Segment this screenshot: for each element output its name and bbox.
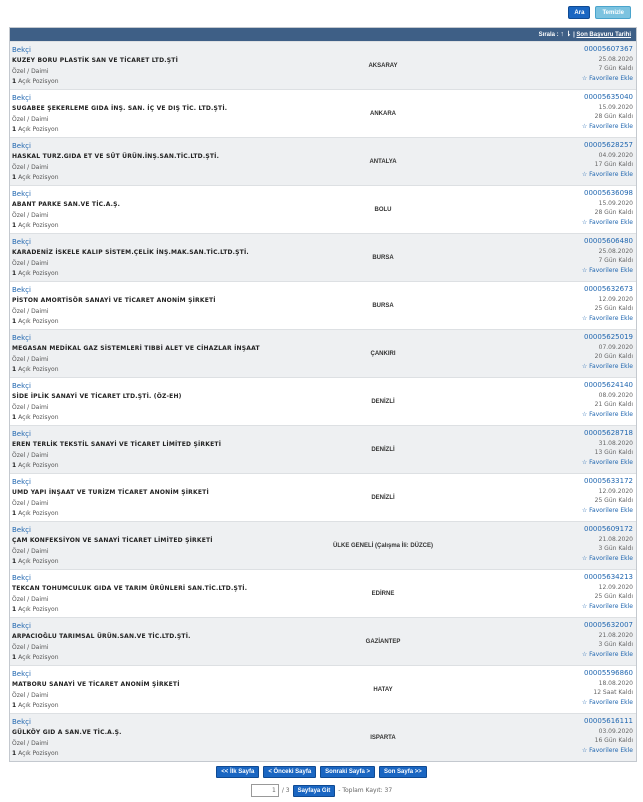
go-to-page-button[interactable]: Sayfaya Git: [293, 785, 336, 797]
sort-desc-icon[interactable]: ⇂: [565, 31, 572, 38]
job-title-link[interactable]: Bekçi: [12, 190, 31, 198]
days-remaining: 13 Gün Kaldı: [594, 449, 633, 456]
job-title-link[interactable]: Bekçi: [12, 718, 31, 726]
star-icon: ☆: [581, 458, 588, 466]
employment-type: Özel / Daimi: [12, 116, 49, 123]
position-count: 1: [12, 270, 17, 277]
pagination: [0, 766, 643, 778]
listing-number-link[interactable]: 00005606480: [584, 237, 633, 245]
deadline-date: 25.08.2020: [598, 55, 633, 63]
employment-type: Özel / Daimi: [12, 500, 49, 507]
listing-number-link[interactable]: 00005624140: [584, 381, 633, 389]
city: ANTALYA: [369, 159, 397, 165]
listing-meta: [582, 429, 633, 467]
city: DENİZLİ: [371, 399, 395, 405]
employment-type: Özel / Daimi: [12, 692, 49, 699]
city: BURSA: [372, 303, 394, 309]
company-name: HASKAL TURZ.GIDA ET VE SÜT ÜRÜN.İNŞ.SAN.TİC.LTD.ŞTİ.: [12, 153, 220, 160]
listing-meta: [582, 141, 633, 179]
listing-number-link[interactable]: 00005634213: [584, 573, 633, 581]
deadline-date: 21.08.2020: [598, 631, 633, 639]
table-row: [10, 617, 636, 665]
sort-separator: |: [573, 32, 575, 38]
table-row: [10, 281, 636, 329]
listing-meta: [582, 93, 633, 131]
position-label: Açık Pozisyon: [18, 558, 59, 565]
favorite-label: Favorilere Ekle: [589, 218, 633, 226]
next-page-button[interactable]: Sonraki Sayfa >: [320, 766, 375, 778]
add-favorite-button[interactable]: [582, 314, 633, 324]
listing-meta: [582, 285, 633, 323]
position-label: Açık Pozisyon: [18, 414, 59, 421]
table-row: [10, 665, 636, 713]
listing-number-link[interactable]: 00005625019: [584, 333, 633, 341]
position-count: 1: [12, 510, 17, 517]
job-title-link[interactable]: Bekçi: [12, 574, 31, 582]
position-label: Açık Pozisyon: [18, 318, 59, 325]
star-icon: ☆: [581, 170, 588, 178]
employment-type: Özel / Daimi: [12, 548, 49, 555]
position-count: 1: [12, 126, 17, 133]
deadline-date: 31.08.2020: [598, 439, 633, 447]
listing-meta: [582, 717, 633, 755]
open-positions: [12, 750, 59, 757]
listing-number-link[interactable]: 00005628257: [584, 141, 633, 149]
add-favorite-button[interactable]: [582, 458, 633, 468]
city: ANKARA: [370, 111, 396, 117]
position-label: Açık Pozisyon: [18, 606, 59, 613]
days-remaining: 3 Gün Kaldı: [598, 641, 633, 648]
days-remaining: 7 Gün Kaldı: [598, 65, 633, 72]
add-favorite-button[interactable]: [582, 746, 633, 756]
listing-number-link[interactable]: 00005632673: [584, 285, 633, 293]
job-title-link[interactable]: Bekçi: [12, 334, 31, 342]
table-row: [10, 713, 636, 761]
open-positions: [12, 222, 59, 229]
position-label: Açık Pozisyon: [18, 270, 59, 277]
table-row: [10, 329, 636, 377]
city: BURSA: [372, 255, 394, 261]
job-title-link[interactable]: Bekçi: [12, 622, 31, 630]
table-row: [10, 521, 636, 569]
days-remaining: 21 Gün Kaldı: [594, 401, 633, 408]
sort-asc-icon[interactable]: ↑: [560, 31, 564, 38]
position-count: 1: [12, 414, 17, 421]
open-positions: [12, 366, 59, 373]
deadline-date: 07.09.2020: [598, 343, 633, 351]
table-row: [10, 185, 636, 233]
star-icon: ☆: [581, 122, 588, 130]
star-icon: ☆: [581, 410, 588, 418]
employment-type: Özel / Daimi: [12, 356, 49, 363]
position-label: Açık Pozisyon: [18, 222, 59, 229]
job-title-link[interactable]: Bekçi: [12, 94, 31, 102]
days-remaining: 17 Gün Kaldı: [594, 161, 633, 168]
favorite-label: Favorilere Ekle: [589, 698, 633, 706]
add-favorite-button[interactable]: [582, 218, 633, 228]
favorite-label: Favorilere Ekle: [589, 362, 633, 370]
star-icon: ☆: [581, 746, 588, 754]
open-positions: [12, 702, 59, 709]
employment-type: Özel / Daimi: [12, 404, 49, 411]
position-count: 1: [12, 222, 17, 229]
city: ISPARTA: [370, 735, 396, 741]
listing-number-link[interactable]: 00005632007: [584, 621, 633, 629]
deadline-date: 04.09.2020: [598, 151, 633, 159]
deadline-date: 15.09.2020: [598, 199, 633, 207]
add-favorite-button[interactable]: [582, 122, 633, 132]
days-remaining: 12 Saat Kaldı: [593, 689, 633, 696]
first-page-button[interactable]: << İlk Sayfa: [216, 766, 259, 778]
star-icon: ☆: [581, 266, 588, 274]
open-positions: [12, 558, 59, 565]
page-number-input[interactable]: 1: [251, 784, 279, 797]
employment-type: Özel / Daimi: [12, 68, 49, 75]
days-remaining: 16 Gün Kaldı: [594, 737, 633, 744]
city: GAZİANTEP: [365, 639, 401, 645]
job-title-link[interactable]: Bekçi: [12, 670, 31, 678]
days-remaining: 20 Gün Kaldı: [594, 353, 633, 360]
star-icon: ☆: [581, 314, 588, 322]
favorite-label: Favorilere Ekle: [589, 122, 633, 130]
star-icon: ☆: [581, 362, 588, 370]
listing-meta: [582, 621, 633, 659]
favorite-label: Favorilere Ekle: [589, 170, 633, 178]
company-name: SUGABEE ŞEKERLEME GIDA İNŞ. SAN. İÇ VE DIŞ TİC. LTD.ŞTİ.: [12, 105, 228, 112]
position-label: Açık Pozisyon: [18, 174, 59, 181]
listing-meta: [582, 573, 633, 611]
employment-type: Özel / Daimi: [12, 260, 49, 267]
company-name: ÇAM KONFEKSİYON VE SANAYİ TİCARET LİMİTED ŞİRKETİ: [12, 537, 213, 544]
star-icon: ☆: [581, 506, 588, 514]
position-count: 1: [12, 78, 17, 85]
position-count: 1: [12, 702, 17, 709]
open-positions: [12, 78, 59, 85]
open-positions: [12, 654, 59, 661]
table-row: [10, 569, 636, 617]
add-favorite-button[interactable]: [582, 362, 633, 372]
top-buttons: [568, 6, 631, 19]
listing-number-link[interactable]: 00005636098: [584, 189, 633, 197]
employment-type: Özel / Daimi: [12, 308, 49, 315]
add-favorite-button[interactable]: [582, 410, 633, 420]
deadline-date: 12.09.2020: [598, 487, 633, 495]
listing-meta: [582, 525, 633, 563]
open-positions: [12, 318, 59, 325]
deadline-date: 18.08.2020: [598, 679, 633, 687]
listing-number-link[interactable]: 00005596860: [584, 669, 633, 677]
favorite-label: Favorilere Ekle: [589, 458, 633, 466]
listing-number-link[interactable]: 00005635040: [584, 93, 633, 101]
company-name: MEGASAN MEDİKAL GAZ SİSTEMLERİ TIBBİ ALET VE CİHAZLAR İNŞAAT: [12, 345, 260, 352]
company-name: ABANT PARKE SAN.VE TİC.A.Ş.: [12, 201, 121, 208]
star-icon: ☆: [581, 650, 588, 658]
table-row: [10, 137, 636, 185]
position-count: 1: [12, 606, 17, 613]
listing-meta: [582, 189, 633, 227]
table-row: [10, 473, 636, 521]
open-positions: [12, 126, 59, 133]
star-icon: ☆: [581, 218, 588, 226]
company-name: KARADENİZ İSKELE KALIP SİSTEM.ÇELİK İNŞ.MAK.SAN.TİC.LTD.ŞTİ.: [12, 249, 249, 256]
job-title-link[interactable]: Bekçi: [12, 382, 31, 390]
days-remaining: 28 Gün Kaldı: [594, 113, 633, 120]
employment-type: Özel / Daimi: [12, 596, 49, 603]
star-icon: ☆: [581, 602, 588, 610]
position-label: Açık Pozisyon: [18, 366, 59, 373]
favorite-label: Favorilere Ekle: [589, 554, 633, 562]
open-positions: [12, 510, 59, 517]
deadline-date: 03.09.2020: [598, 727, 633, 735]
job-title-link[interactable]: Bekçi: [12, 478, 31, 486]
position-count: 1: [12, 462, 17, 469]
city: EDİRNE: [371, 591, 395, 597]
favorite-label: Favorilere Ekle: [589, 602, 633, 610]
listing-number-link[interactable]: 00005607367: [584, 45, 633, 53]
open-positions: [12, 606, 59, 613]
city: ÜLKE GENELİ (Çalışma İli: DÜZCE): [332, 543, 433, 549]
position-count: 1: [12, 654, 17, 661]
add-favorite-button[interactable]: [582, 74, 633, 84]
job-title-link[interactable]: Bekçi: [12, 526, 31, 534]
company-name: UMD YAPI İNŞAAT VE TURİZM TİCARET ANONİM ŞİRKETİ: [12, 489, 209, 496]
company-name: MATBORU SANAYİ VE TİCARET ANONİM ŞİRKETİ: [12, 681, 180, 688]
favorite-label: Favorilere Ekle: [589, 74, 633, 82]
days-remaining: 25 Gün Kaldı: [594, 593, 633, 600]
employment-type: Özel / Daimi: [12, 164, 49, 171]
table-row: [10, 89, 636, 137]
listing-number-link[interactable]: 00005616111: [584, 717, 633, 725]
employment-type: Özel / Daimi: [12, 644, 49, 651]
position-label: Açık Pozisyon: [18, 126, 59, 133]
city: DENİZLİ: [371, 447, 395, 453]
favorite-label: Favorilere Ekle: [589, 314, 633, 322]
prev-page-button[interactable]: < Önceki Sayfa: [263, 766, 316, 778]
open-positions: [12, 174, 59, 181]
listing-meta: [582, 45, 633, 83]
position-count: 1: [12, 750, 17, 757]
company-name: SİDE İPLİK SANAYİ VE TİCARET LTD.ŞTİ. (ÖZ-EH): [12, 393, 182, 400]
position-count: 1: [12, 318, 17, 325]
table-row: [10, 377, 636, 425]
open-positions: [12, 462, 59, 469]
company-name: PİSTON AMORTİSÖR SANAYİ VE TİCARET ANONİM ŞİRKETİ: [12, 297, 216, 304]
open-positions: [12, 414, 59, 421]
favorite-label: Favorilere Ekle: [589, 410, 633, 418]
clear-button[interactable]: Temizle: [595, 6, 631, 19]
page-jump: [0, 784, 643, 797]
deadline-date: 12.09.2020: [598, 583, 633, 591]
deadline-date: 21.08.2020: [598, 535, 633, 543]
days-remaining: 25 Gün Kaldı: [594, 305, 633, 312]
add-favorite-button[interactable]: [582, 602, 633, 612]
city: ÇANKIRI: [370, 351, 396, 357]
position-label: Açık Pozisyon: [18, 462, 59, 469]
table-row: [10, 425, 636, 473]
listing-number-link[interactable]: 00005628718: [584, 429, 633, 437]
job-list-table: [9, 27, 637, 762]
add-favorite-button[interactable]: [582, 698, 633, 708]
days-remaining: 3 Gün Kaldı: [598, 545, 633, 552]
employment-type: Özel / Daimi: [12, 452, 49, 459]
search-button[interactable]: Ara: [568, 6, 590, 19]
listing-meta: [582, 477, 633, 515]
sort-label-prefix: Sırala :: [538, 32, 559, 38]
position-label: Açık Pozisyon: [18, 78, 59, 85]
company-name: TEKCAN TOHUMCULUK GIDA VE TARIM ÜRÜNLERİ SAN.TİC.LTD.ŞTİ.: [12, 585, 248, 592]
deadline-date: 15.09.2020: [598, 103, 633, 111]
days-remaining: 25 Gün Kaldı: [594, 497, 633, 504]
job-rows: [10, 41, 636, 761]
add-favorite-button[interactable]: [582, 650, 633, 660]
city: DENİZLİ: [371, 495, 395, 501]
add-favorite-button[interactable]: [582, 266, 633, 276]
days-remaining: 28 Gün Kaldı: [594, 209, 633, 216]
city: HATAY: [373, 687, 393, 693]
favorite-label: Favorilere Ekle: [589, 506, 633, 514]
job-title-link[interactable]: Bekçi: [12, 286, 31, 294]
open-positions: [12, 270, 59, 277]
position-count: 1: [12, 366, 17, 373]
job-title-link[interactable]: Bekçi: [12, 142, 31, 150]
last-page-button[interactable]: Son Sayfa >>: [379, 766, 427, 778]
position-label: Açık Pozisyon: [18, 654, 59, 661]
listing-meta: [582, 381, 633, 419]
position-label: Açık Pozisyon: [18, 510, 59, 517]
city: AKSARAY: [368, 63, 398, 69]
add-favorite-button[interactable]: [582, 170, 633, 180]
listing-number-link[interactable]: 00005609172: [584, 525, 633, 533]
position-count: 1: [12, 174, 17, 181]
city: BOLU: [374, 207, 392, 213]
listing-number-link[interactable]: 00005633172: [584, 477, 633, 485]
company-name: KUZEY BORU PLASTİK SAN VE TİCARET LTD.ŞTİ: [12, 57, 179, 64]
job-title-link[interactable]: Bekçi: [12, 430, 31, 438]
job-title-link[interactable]: Bekçi: [12, 238, 31, 246]
deadline-date: 12.09.2020: [598, 295, 633, 303]
table-row: [10, 41, 636, 89]
deadline-date: 25.08.2020: [598, 247, 633, 255]
position-label: Açık Pozisyon: [18, 702, 59, 709]
total-pages: / 3: [281, 787, 290, 794]
deadline-date: 08.09.2020: [598, 391, 633, 399]
company-name: EREN TERLİK TEKSTİL SANAYİ VE TİCARET LİMİTED ŞİRKETİ: [12, 441, 222, 448]
position-count: 1: [12, 558, 17, 565]
total-records: - Toplam Kayıt: 37: [338, 787, 393, 794]
sort-bar: [10, 28, 636, 41]
star-icon: ☆: [581, 698, 588, 706]
table-row: [10, 233, 636, 281]
star-icon: ☆: [581, 74, 588, 82]
company-name: GÜLKÖY GID A SAN.VE TİC.A.Ş.: [12, 729, 122, 736]
company-name: ARPACIOĞLU TARIMSAL ÜRÜN.SAN.VE TİC.LTD.ŞTİ.: [12, 633, 191, 640]
listing-meta: [582, 669, 633, 707]
days-remaining: 7 Gün Kaldı: [598, 257, 633, 264]
add-favorite-button[interactable]: [582, 506, 633, 516]
favorite-label: Favorilere Ekle: [589, 266, 633, 274]
listing-meta: [582, 237, 633, 275]
add-favorite-button[interactable]: [582, 554, 633, 564]
favorite-label: Favorilere Ekle: [589, 746, 633, 754]
listing-meta: [582, 333, 633, 371]
favorite-label: Favorilere Ekle: [589, 650, 633, 658]
employment-type: Özel / Daimi: [12, 740, 49, 747]
sort-field-link[interactable]: Son Başvuru Tarihi: [576, 32, 631, 38]
position-label: Açık Pozisyon: [18, 750, 59, 757]
job-title-link[interactable]: Bekçi: [12, 46, 31, 54]
star-icon: ☆: [581, 554, 588, 562]
employment-type: Özel / Daimi: [12, 212, 49, 219]
